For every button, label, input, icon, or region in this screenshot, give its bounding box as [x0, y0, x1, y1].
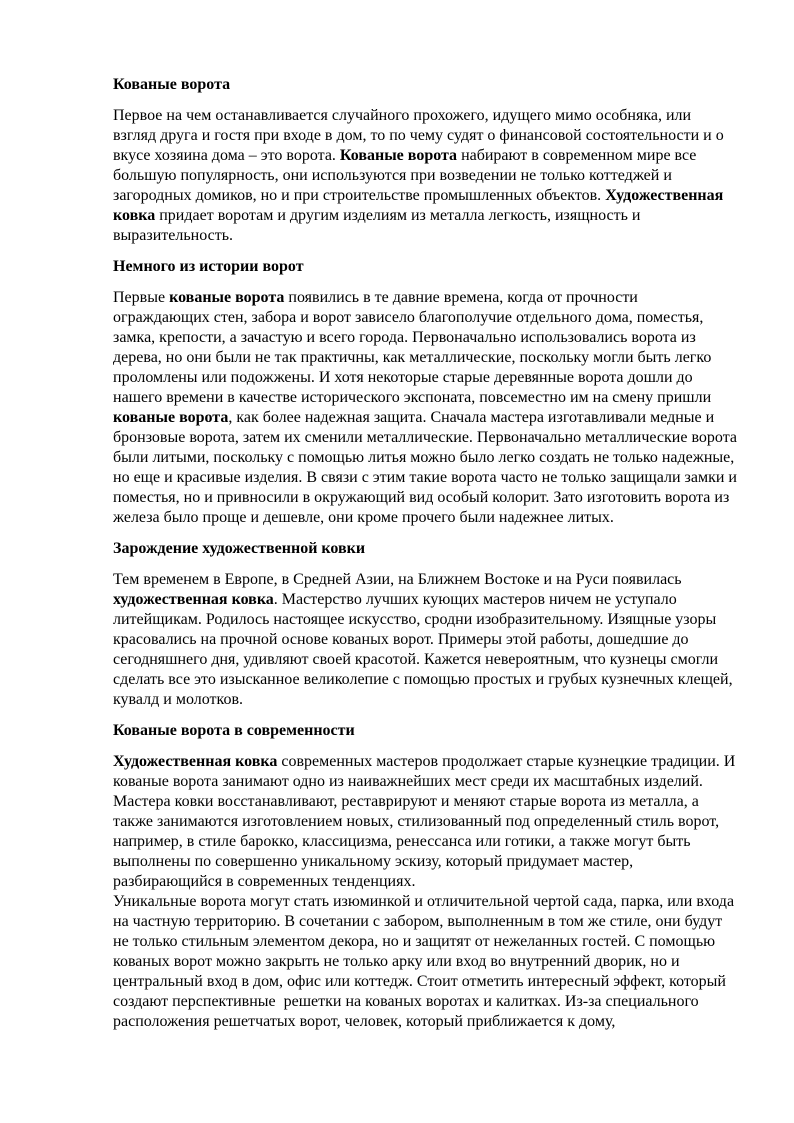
bold-text-run: Кованые ворота в современности — [113, 722, 355, 739]
bold-text-run: Художественная ковка — [113, 753, 278, 770]
text-run: набирают в современном мире все большую популярность, они используются при возведении не только коттеджей и загородных домиков, но и при строительстве промышленных объектов. — [113, 147, 701, 204]
bold-text-run: кованые ворота — [113, 409, 229, 426]
document-content — [113, 75, 741, 1043]
section-heading-history — [113, 257, 737, 277]
bold-text-run: Зарождение художественной ковки — [113, 540, 366, 557]
text-run: Уникальные ворота могут стать изюминкой и отличительной чертой сада, парка, или входа на частную территорию. В сочетании с забором, выполненным в том же стиле, они будут не только стильным элементом декора, но и защитят от нежеланных гостей. С помощью кованых ворот можно закрыть не только арку или вход во внутренний дворик, но и центральный вход в дом, офис или коттедж. Стоит отметить интересный эффект, который создают перспективные решетки на кованых воротах и калитках. Из-за специального расположения решетчатых ворот, человек, который приближается к дому, — [113, 893, 739, 1030]
section-heading-origin-of-forging — [113, 539, 737, 559]
history-paragraph — [113, 288, 741, 528]
intro-paragraph — [113, 106, 737, 246]
section-heading-modern-times — [113, 721, 737, 741]
bold-text-run: Немного из истории ворот — [113, 258, 304, 275]
text-run: придает воротам и другим изделиям из металла легкость, изящность и выразительность. — [113, 207, 645, 244]
bold-text-run: Кованые ворота — [339, 147, 458, 164]
text-run: , как более надежная защита. Сначала мастера изготавливали медные и бронзовые ворота, затем их сменили металлические. Первоначально металлические ворота были литыми, поскольку с помощью литья можно было легко создать не только надежные, но еще и красивые изделия. В связи с этим такие ворота часто не только защищали замки и поместья, но и привносили в окружающий вид особый колорит. Зато изготовить ворота из железа было проще и дешевле, они кроме прочего были надежнее литых. — [113, 409, 741, 526]
bold-text-run: кованые ворота — [169, 289, 285, 306]
doc-title — [113, 75, 737, 95]
text-run: Тем временем в Европе, в Средней Азии, на Ближнем Востоке и на Руси появилась — [113, 571, 686, 588]
bold-text-run: Художественная ковка — [113, 187, 728, 224]
text-run: Первые — [113, 289, 170, 306]
text-run: появились в те давние времена, когда от прочности ограждающих стен, забора и ворот зависело благополучие отдельного дома, поместья, замка, крепости, а зачастую и всего города. Первоначально использовались ворота из дерева, но они были не так практичны, как металлические, поскольку могли быть легко проломлены или подожжены. И хотя некоторые старые деревянные ворота дошли до нашего времени в качестве исторического экспоната, повсеместно им на смену пришли — [113, 289, 716, 406]
text-run: . Мастерство лучших кующих мастеров ничем не уступало литейщикам. Родилось настоящее искусство, сродни изобразительному. Изящные узоры красовались на прочной основе кованых ворот. Примеры этой работы, дошедшие до сегодняшнего дня, удивляют своей красотой. Кажется невероятным, что кузнецы смогли сделать все это изысканное великолепие с помощью простых и грубых кузнечных клещей, кувалд и молотков. — [113, 591, 737, 708]
text-run: современных мастеров продолжает старые кузнецкие традиции. И кованые ворота занимают одно из наиважнейших мест среди их масштабных изделий. Мастера ковки восстанавливают, реставрируют и меняют старые ворота из металла, а также занимаются изготовлением новых, стилизованный под определенный стиль ворот, например, в стиле барокко, классицизма, ренессанса или готики, а также могут быть выполнены по совершенно уникальному эскизу, который придумает мастер, разбирающийся в современных тенденциях. — [113, 753, 740, 890]
bold-text-run: художественная ковка — [113, 591, 274, 608]
modern-paragraph — [113, 752, 740, 892]
text-run: Первое на чем останавливается случайного прохожего, идущего мимо особняка, или взгляд друга и гостя при входе в дом, то по чему судят о финансовой состоятельности и о вкусе хозяина дома – это ворота. — [113, 107, 728, 164]
bold-text-run: Кованые ворота — [113, 76, 231, 93]
unique-gates-paragraph — [113, 892, 737, 1032]
origin-paragraph — [113, 570, 737, 710]
